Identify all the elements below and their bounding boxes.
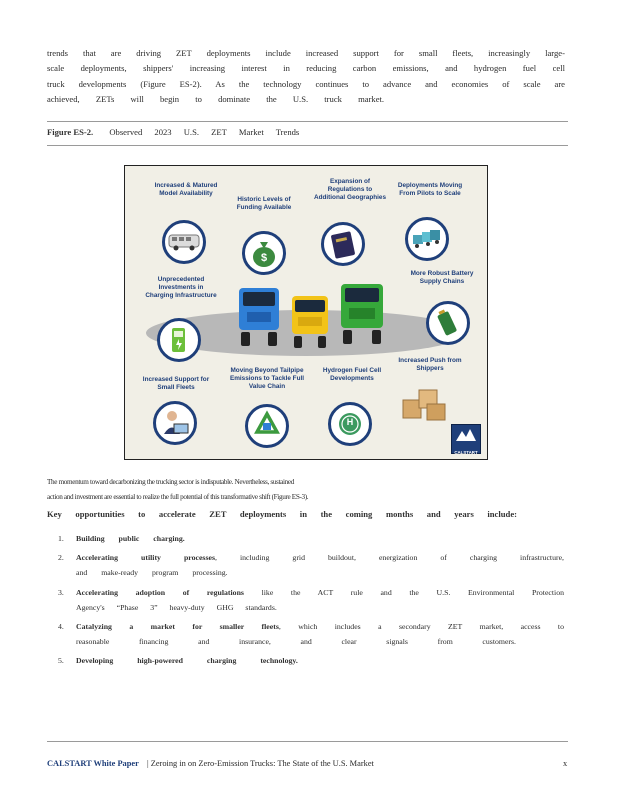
intro-paragraph [47,46,565,108]
item-text: , including grid buildout, energization of charging infrastructure, [215,553,564,563]
truck-fleet-icon [405,217,449,261]
intro-line-4: achieved, ZETs will begin to dominate the U.S. truck market. [47,94,385,105]
item-text: reasonable financing and insurance, and clear signals from customers. [76,637,516,647]
figure-caption-text: Observed 2023 U.S. ZET Market Trends [109,127,300,137]
intro-line-2: scale deployments, shippers' increasing interest in reducing carbon emissions, and hydrogen fuel cell [47,63,565,74]
law-book-icon [321,222,365,266]
caption-bottom-rule [47,145,568,146]
list-item [58,531,564,546]
item-text: , which includes a secondary ZET market, access to [278,622,565,632]
list-number: 2. [58,553,64,563]
bus-icon [162,220,206,264]
list-number: 5. [58,656,64,666]
opportunities-list [58,531,564,673]
list-number: 1. [58,534,64,543]
callout-infrastructure: Unprecedented Investments in Charging Infrastructure [145,276,217,300]
list-item [58,619,564,649]
callout-small-fleets: Increased Support for Small Fleets [142,376,210,392]
figure-label: Figure ES-2. [47,127,94,137]
person-laptop-icon [153,401,197,445]
callout-hydrogen: Hydrogen Fuel Cell Developments [322,367,382,383]
item-text: Agency's “Phase 3” heavy-duty GHG standards. [76,602,277,612]
page-number: x [563,759,568,768]
battery-icon [426,301,470,345]
footer-brand: CALSTART White Paper [47,759,139,768]
callout-tailpipe: Moving Beyond Tailpipe Emissions to Tackle Full Value Chain [229,367,305,391]
momentum-line-1: The momentum toward decarbonizing the trucking sector is indisputable. Nevertheless, sustained [47,478,294,486]
list-item [58,550,564,580]
hydrogen-badge-letter: H [346,417,354,427]
item-title: Accelerating utility processes [76,553,215,563]
intro-line-1: trends that are driving ZET deployments include increased support for small fleets, increasingly large- [47,48,565,58]
callout-pilots: Deployments Moving From Pilots to Scale [397,182,463,198]
zet-trends-infographic [124,165,488,460]
svg-text:$: $ [260,252,268,264]
truck-green [339,282,385,346]
charging-station-icon [157,318,201,362]
item-title: Accelerating adoption of regulations [76,587,244,597]
list-number: 3. [58,587,64,597]
callout-regulations: Expansion of Regulations to Additional Geographies [313,178,387,202]
recycle-icon [245,404,289,448]
list-item [58,653,564,668]
callout-battery: More Robust Battery Supply Chains [410,270,474,286]
truck-blue [237,286,281,348]
intro-line-3: truck developments (Figure ES-2). As the technology continues to advance and economies of scale are [47,78,565,89]
boxes-icon [401,382,449,422]
footer-rule [47,741,568,742]
item-title: Building public charging. [76,534,185,543]
callout-model-availability: Increased & Matured Model Availability [154,182,218,198]
momentum-line-2: action and investment are essential to realize the full potential of this transformative shift (Figure ES-3). [47,493,309,501]
list-number: 4. [58,622,64,632]
callout-funding: Historic Levels of Funding Available [236,196,292,212]
calstart-logo [451,424,481,454]
figure-caption [47,127,299,137]
hydrogen-icon [328,402,372,446]
item-text: like the ACT rule and the U.S. Environmental Protection [261,587,564,597]
list-item [58,585,564,615]
callout-shippers: Increased Push from Shippers [398,357,462,373]
footer [47,759,374,768]
calstart-logo-text: CALSTART [454,450,478,455]
truck-yellow [290,294,330,350]
item-title: Catalyzing a market for smaller fleets [76,622,279,632]
footer-title: | Zeroing in on Zero-Emission Trucks: The State of the U.S. Market [146,759,374,768]
item-text: and make-ready program processing. [76,568,228,578]
item-title: Developing high-powered charging technology. [76,656,298,666]
caption-top-rule [47,121,568,122]
money-bag-icon [242,231,286,275]
opportunities-heading: Key opportunities to accelerate ZET deployments in the coming months and years include: [47,509,517,519]
